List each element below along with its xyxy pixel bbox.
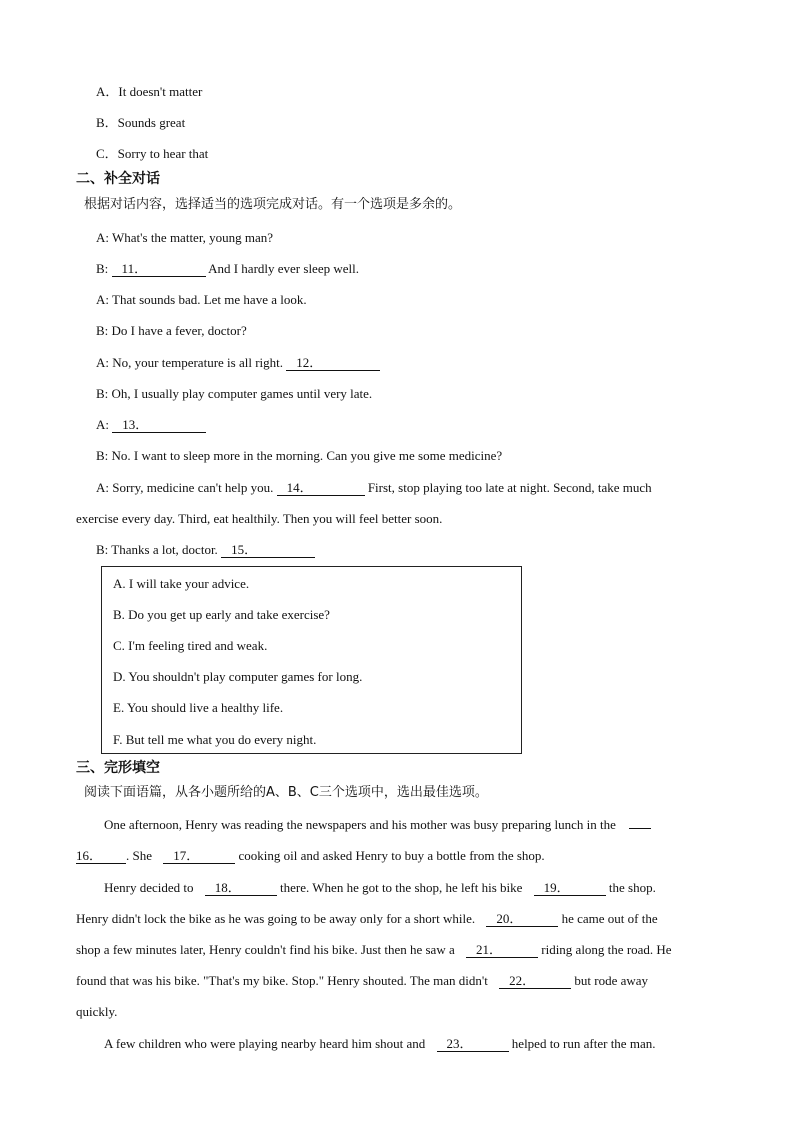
- option-f: F. But tell me what you do every night.: [113, 732, 317, 747]
- passage-text: the shop.: [608, 880, 656, 895]
- passage-text: helped to run after the man.: [511, 1036, 656, 1051]
- dialogue-line-9-cont: exercise every day. Third, eat healthily. Then you will feel better soon.: [76, 511, 443, 526]
- blank-13[interactable]: 13．: [112, 418, 206, 433]
- prev-option-c: C．Sorry to hear that: [96, 146, 209, 161]
- blank-16[interactable]: 16．: [76, 849, 126, 864]
- blank-17[interactable]: 17．: [163, 849, 235, 864]
- passage-line-3: [104, 880, 656, 896]
- passage-line-7: quickly.: [76, 1004, 118, 1019]
- passage-line-6: [76, 973, 648, 989]
- options-box: [101, 566, 522, 754]
- section2-heading: 二、补全对话: [76, 171, 160, 187]
- blank-16-start[interactable]: [629, 828, 651, 829]
- blank-19[interactable]: 19．: [534, 881, 606, 896]
- passage-text: One afternoon, Henry was reading the newspapers and his mother was busy preparing lunch in the: [104, 817, 616, 832]
- dialogue-text: First, stop playing too late at night. Second, take much: [367, 480, 652, 495]
- passage-line-4: [76, 911, 658, 927]
- dialogue-line-6: B: Oh, I usually play computer games until very late.: [96, 386, 373, 401]
- passage-text: shop a few minutes later, Henry couldn't find his bike. Just then he saw a: [76, 942, 455, 957]
- option-e: E. You should live a healthy life.: [113, 700, 284, 715]
- dialogue-line-5: [96, 355, 380, 371]
- dialogue-text: B: Thanks a lot, doctor.: [96, 542, 218, 557]
- passage-text: riding along the road. He: [541, 942, 672, 957]
- speaker-label: B:: [96, 261, 109, 276]
- passage-text: found that was his bike. "That's my bike. Stop." Henry shouted. The man didn't: [76, 973, 488, 988]
- passage-text: he came out of the: [561, 911, 658, 926]
- passage-line-8: [104, 1036, 655, 1052]
- passage-line-2: [76, 848, 545, 864]
- dialogue-line-4: B: Do I have a fever, doctor?: [96, 323, 247, 338]
- passage-text: there. When he got to the shop, he left his bike: [280, 880, 523, 895]
- dialogue-text: A: No, your temperature is all right.: [96, 355, 284, 370]
- dialogue-text: And I hardly ever sleep well.: [208, 261, 359, 276]
- prev-option-b: B．Sounds great: [96, 115, 186, 130]
- dialogue-line-2: [96, 261, 359, 277]
- dialogue-line-1: A: What's the matter, young man?: [96, 230, 274, 245]
- blank-23[interactable]: 23．: [437, 1037, 509, 1052]
- option-a: A. I will take your advice.: [113, 576, 250, 591]
- prev-option-a: A．It doesn't matter: [96, 84, 203, 99]
- dialogue-line-9: [96, 480, 652, 496]
- speaker-label: A:: [96, 417, 109, 432]
- passage-line-5: [76, 942, 672, 958]
- blank-20[interactable]: 20．: [486, 912, 558, 927]
- section3-instructions: 阅读下面语篇，从各小题所给的A、B、C三个选项中，选出最佳选项。: [84, 785, 488, 800]
- passage-text: Henry didn't lock the bike as he was going to be away only for a short while.: [76, 911, 476, 926]
- blank-11[interactable]: 11．: [112, 262, 206, 277]
- blank-21[interactable]: 21．: [466, 943, 538, 958]
- passage-text: cooking oil and asked Henry to buy a bottle from the shop.: [238, 848, 545, 863]
- option-c: C. I'm feeling tired and weak.: [113, 638, 268, 653]
- blank-15[interactable]: 15．: [221, 543, 315, 558]
- passage-line-1: [104, 817, 651, 833]
- dialogue-line-8: B: No. I want to sleep more in the morning. Can you give me some medicine?: [96, 448, 503, 463]
- blank-18[interactable]: 18．: [205, 881, 277, 896]
- dialogue-line-7: [96, 417, 206, 433]
- blank-12[interactable]: 12．: [286, 356, 380, 371]
- dialogue-line-10: [96, 542, 315, 558]
- blank-22[interactable]: 22．: [499, 974, 571, 989]
- blank-14[interactable]: 14．: [277, 481, 365, 496]
- option-d: D. You shouldn't play computer games for long.: [113, 669, 363, 684]
- passage-text: Henry decided to: [104, 880, 194, 895]
- passage-text: A few children who were playing nearby heard him shout and: [104, 1036, 426, 1051]
- dialogue-text: A: Sorry, medicine can't help you.: [96, 480, 274, 495]
- passage-text: but rode away: [574, 973, 649, 988]
- section3-heading: 三、完形填空: [76, 760, 160, 776]
- passage-text: . She: [126, 848, 152, 863]
- dialogue-line-3: A: That sounds bad. Let me have a look.: [96, 292, 307, 307]
- section2-instructions: 根据对话内容，选择适当的选项完成对话。有一个选项是多余的。: [84, 197, 462, 212]
- option-b: B. Do you get up early and take exercise?: [113, 607, 330, 622]
